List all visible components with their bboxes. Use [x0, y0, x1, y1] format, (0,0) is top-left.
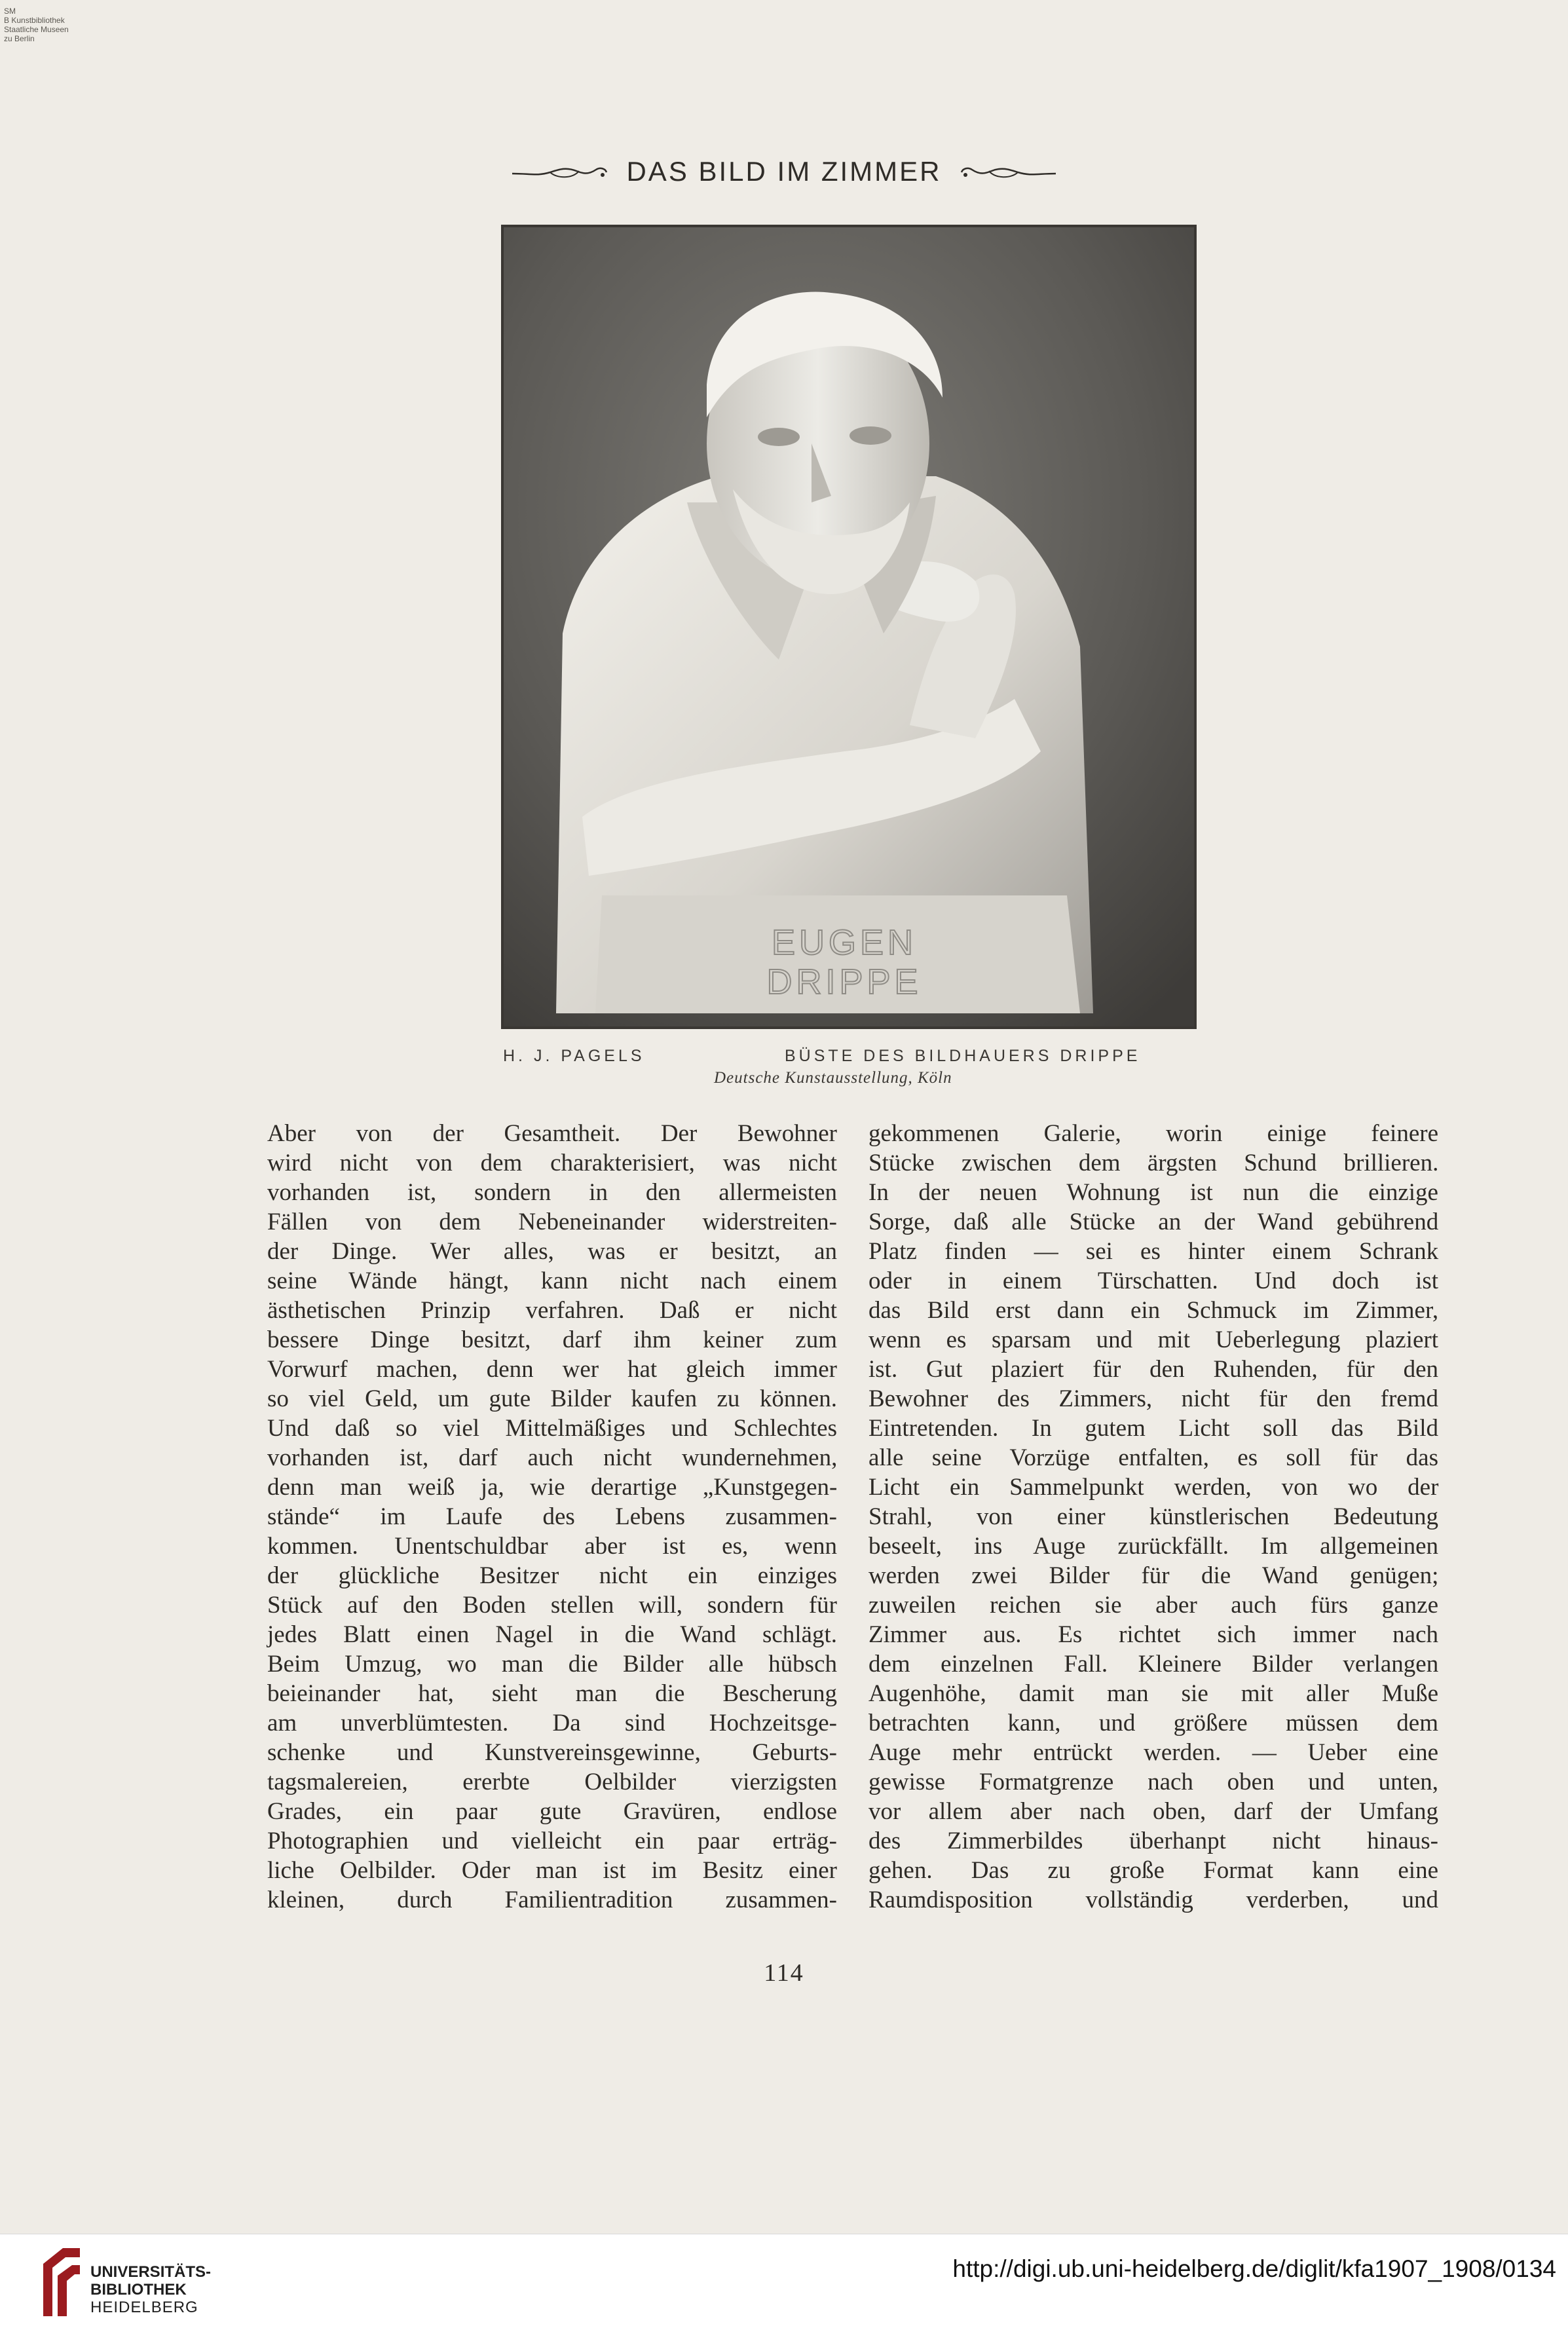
library-stamp: [4, 7, 69, 43]
text-line: Auge mehr entrückt werden. — Ueber eine: [868, 1739, 1439, 1766]
text-line: kleinen, durch Familientradition zusammen-: [267, 1887, 837, 1913]
text-line: gehen. Das zu große Format kann eine: [868, 1857, 1438, 1884]
text-line: bessere Dinge besitzt, darf ihm keiner zum: [267, 1326, 837, 1353]
text-line: Photographien und vielleicht ein paar erträg-: [267, 1828, 837, 1854]
text-line: so viel Geld, um gute Bilder kaufen zu können.: [267, 1385, 837, 1412]
text-line: Bewohner des Zimmers, nicht für den fremd: [868, 1385, 1438, 1412]
text-line: Licht ein Sammelpunkt werden, von wo der: [868, 1474, 1439, 1501]
text-line: seine Wände hängt, kann nicht nach einem: [267, 1267, 838, 1294]
text-line: oder in einem Türschatten. Und doch ist: [868, 1267, 1438, 1294]
text-column-right: [868, 1119, 1438, 1915]
bust-photograph: [501, 225, 1197, 1029]
text-line: Eintretenden. In gutem Licht soll das Bild: [868, 1415, 1438, 1442]
text-line: werden zwei Bilder für die Wand genügen;: [868, 1562, 1439, 1589]
text-line: Platz finden — sei es hinter einem Schrank: [868, 1238, 1439, 1265]
bust-image: [504, 227, 1194, 1026]
text-line: tagsmalereien, ererbte Oelbilder vierzigsten: [267, 1769, 837, 1795]
logo-line: UNIVERSITÄTS-: [90, 2263, 212, 2281]
text-line: In der neuen Wohnung ist nun die einzige: [868, 1179, 1438, 1206]
text-line: gewisse Formatgrenze nach oben und unten,: [868, 1769, 1438, 1795]
text-line: Fällen von dem Nebeneinander widerstreiten-: [267, 1209, 837, 1235]
text-line: Stücke zwischen dem ärgsten Schund brillieren.: [868, 1150, 1439, 1176]
text-line: betrachten kann, und größere müssen dem: [868, 1710, 1438, 1737]
text-line: jedes Blatt einen Nagel in die Wand schlägt.: [267, 1621, 837, 1648]
text-line: das Bild erst dann ein Schmuck im Zimmer,: [868, 1297, 1439, 1324]
caption-title: BÜSTE DES BILDHAUERS DRIPPE: [785, 1047, 1141, 1065]
stamp-line: B Kunstbibliothek: [4, 16, 65, 25]
right-ornament-icon: [959, 162, 1057, 181]
caption-subtitle: Deutsche Kunstausstellung, Köln: [714, 1069, 952, 1087]
text-line: des Zimmerbildes überhanpt nicht hinaus-: [868, 1828, 1438, 1854]
text-line: der Dinge. Wer alles, was er besitzt, an: [267, 1238, 837, 1265]
text-line: dem einzelnen Fall. Kleinere Bilder verlangen: [868, 1651, 1439, 1678]
library-logo-text: [90, 2263, 211, 2316]
text-line: am unverblümtesten. Da sind Hochzeitsge-: [267, 1710, 837, 1737]
stamp-line: Staatliche Museen: [4, 25, 69, 34]
text-line: Zimmer aus. Es richtet sich immer nach: [868, 1621, 1438, 1648]
text-line: vor allem aber nach oben, darf der Umfang: [868, 1798, 1438, 1825]
viewer-footer: [0, 2234, 1568, 2347]
text-line: Sorge, daß alle Stücke an der Wand gebührend: [868, 1209, 1439, 1235]
text-line: gekommenen Galerie, worin einige feinere: [868, 1120, 1438, 1147]
caption-artist: H. J. PAGELS: [503, 1047, 645, 1065]
text-line: Strahl, von einer künstlerischen Bedeutung: [868, 1503, 1438, 1530]
text-line: beseelt, ins Auge zurückfällt. Im allgemeinen: [868, 1533, 1438, 1560]
left-ornament-icon: [511, 162, 609, 181]
logo-line: BIBLIOTHEK: [90, 2281, 187, 2299]
text-line: ist. Gut plaziert für den Ruhenden, für den: [868, 1356, 1438, 1383]
text-line: Augenhöhe, damit man sie mit aller Muße: [868, 1680, 1438, 1707]
header-title: DAS BILD IM ZIMMER: [626, 156, 942, 187]
page-number: 114: [764, 1959, 804, 1987]
text-line: Aber von der Gesamtheit. Der Bewohner: [267, 1120, 837, 1147]
text-line: vorhanden ist, sondern in den allermeisten: [267, 1179, 837, 1206]
text-line: Grades, ein paar gute Gravüren, endlose: [267, 1798, 837, 1825]
inscription-line: EUGEN: [771, 923, 918, 962]
text-line: stände“ im Laufe des Lebens zusammen-: [267, 1503, 837, 1530]
permalink-url[interactable]: http://digi.ub.uni-heidelberg.de/diglit/kfa1907_1908/0134: [952, 2255, 1556, 2282]
text-line: zuweilen reichen sie aber auch fürs ganze: [868, 1592, 1438, 1619]
stamp-line: zu Berlin: [4, 34, 35, 43]
text-line: der glückliche Besitzer nicht ein einziges: [267, 1562, 837, 1589]
text-line: Stück auf den Boden stellen will, sondern für: [267, 1592, 837, 1619]
text-line: Und daß so viel Mittelmäßiges und Schlechtes: [267, 1415, 837, 1442]
text-line: denn man weiß ja, wie derartige „Kunstgegen-: [267, 1474, 838, 1501]
text-line: vorhanden ist, darf auch nicht wundernehmen,: [267, 1444, 838, 1471]
stamp-line: SM: [4, 7, 16, 16]
text-line: Vorwurf machen, denn wer hat gleich immer: [267, 1356, 838, 1383]
text-line: wird nicht von dem charakterisiert, was nicht: [267, 1150, 837, 1176]
inscription-line: DRIPPE: [766, 962, 922, 1002]
library-logo-icon: [37, 2244, 84, 2320]
text-line: ästhetischen Prinzip verfahren. Daß er nicht: [267, 1297, 837, 1324]
text-line: beieinander hat, sieht man die Bescherung: [267, 1680, 837, 1707]
running-header: [0, 152, 1568, 191]
text-line: liche Oelbilder. Oder man ist im Besitz einer: [267, 1857, 837, 1884]
text-line: wenn es sparsam und mit Ueberlegung plaziert: [868, 1326, 1438, 1353]
text-line: alle seine Vorzüge entfalten, es soll für das: [868, 1444, 1438, 1471]
text-line: Raumdisposition vollständig verderben, und: [868, 1887, 1438, 1913]
text-line: kommen. Unentschuldbar aber ist es, wenn: [267, 1533, 837, 1560]
text-line: Beim Umzug, wo man die Bilder alle hübsch: [267, 1651, 837, 1678]
text-line: schenke und Kunstvereinsgewinne, Geburts-: [267, 1739, 837, 1766]
logo-line: HEIDELBERG: [90, 2299, 198, 2316]
text-column-left: [267, 1119, 837, 1915]
